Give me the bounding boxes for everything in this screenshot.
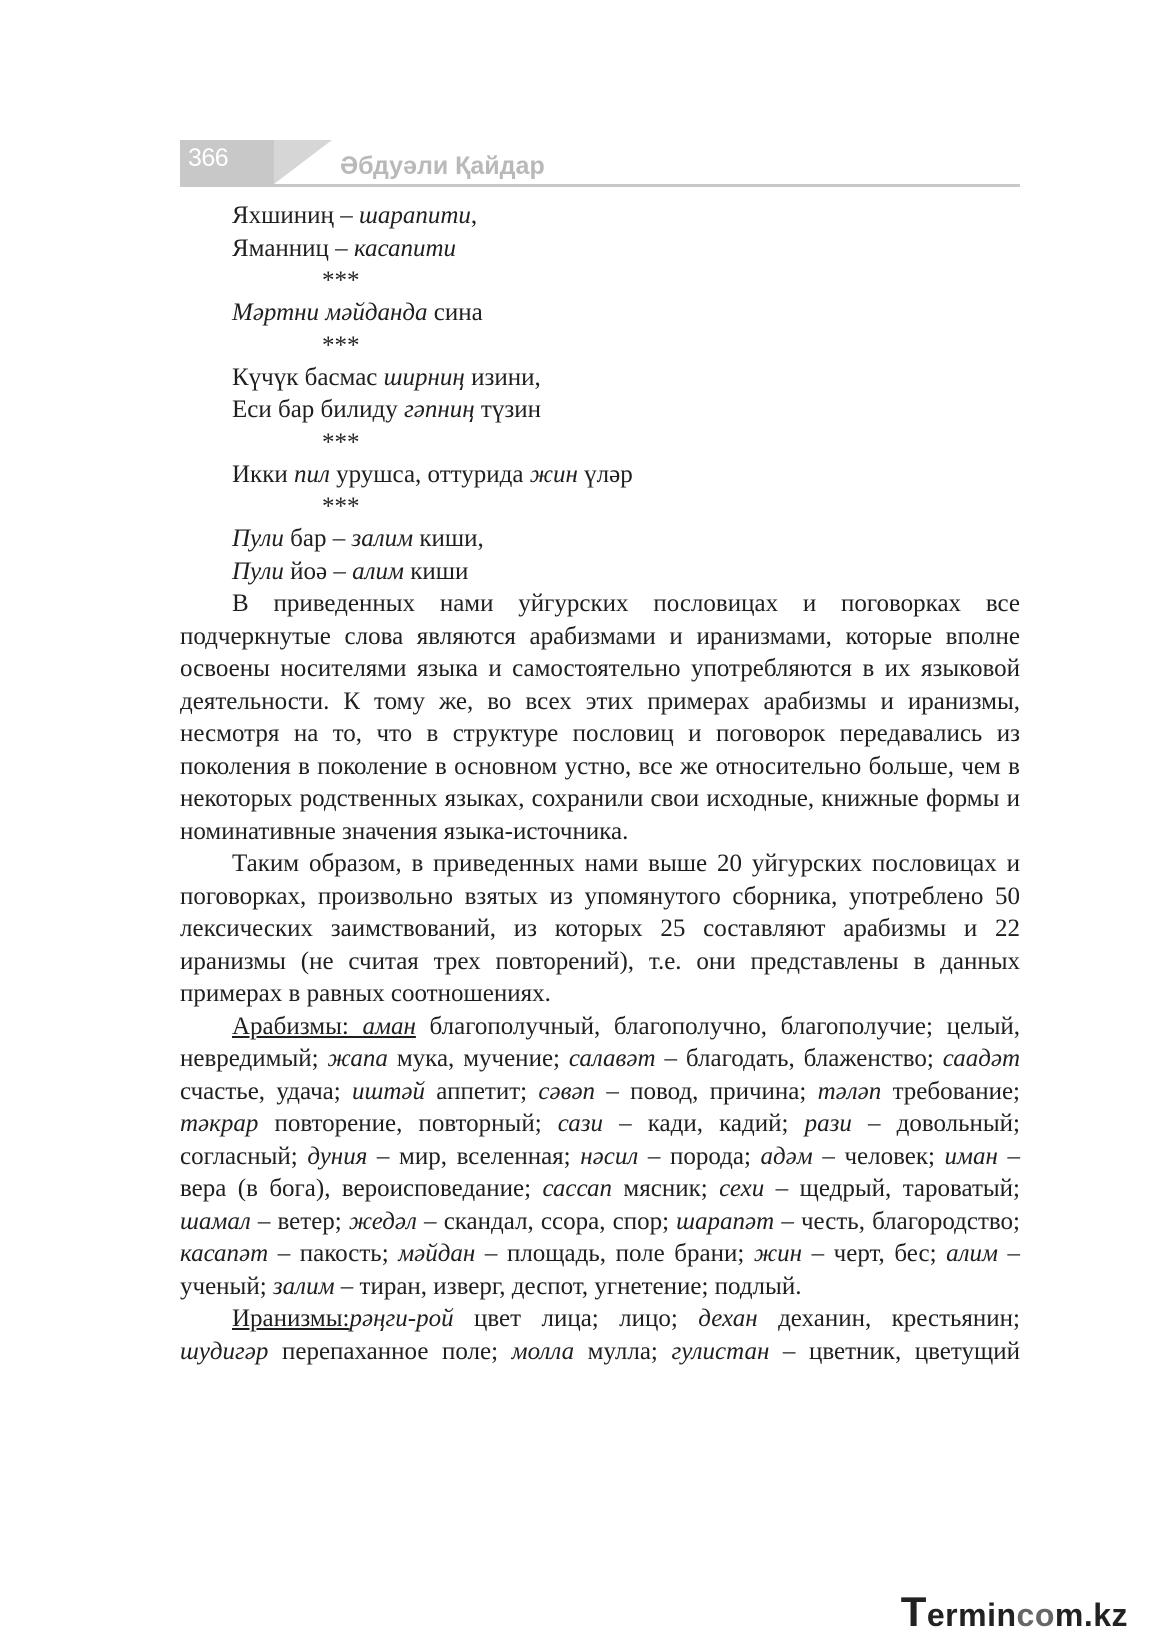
paragraph-text: – цветник, цветущий (769, 1337, 1021, 1365)
paragraph-text: – вера (в бога), вероисповедание; (180, 1142, 1021, 1202)
paragraph-text: – довольный; согласный; (180, 1110, 1021, 1170)
paragraph-text: – щедрый, тароватый; (764, 1175, 1020, 1202)
site-watermark-logo: Termincom.kz (900, 1588, 1128, 1635)
term-word: рәңги-рой (349, 1305, 454, 1332)
paragraph-text: благополучный, благополучно, благополучие; целый, невредимый; (180, 1012, 1020, 1072)
body-paragraph: Таким образом, в приведенных нами выше 20 уйгурских пословицах и поговорках, произвольно взятых из упомянутого сборника, употреблено 50 лексических заимствований, из которых 25 составляют арабизмы и 22 иранизмы (не считая трех повторений), т.е. они представлены в данных примерах в равных соотношениях. (180, 850, 1020, 1007)
paragraph-text: – мир, вселенная; (367, 1142, 581, 1170)
term-word: касапәт (180, 1240, 269, 1267)
body-paragraph (180, 1303, 1020, 1368)
term-word: алим (946, 1240, 998, 1267)
paragraph-text: – повод, причина; (595, 1077, 818, 1105)
paragraph-text: – честь, благородство; (774, 1207, 1020, 1235)
paragraph-text: мулла; (574, 1337, 672, 1365)
running-head-author: Әбдуәли Қайдар (340, 152, 545, 180)
term-word: сассап (542, 1175, 612, 1202)
page-body (180, 200, 1020, 1368)
section-separator: *** (322, 493, 360, 520)
term-word: сехи (719, 1175, 765, 1202)
term-word: нәсил (580, 1142, 639, 1170)
term-word: шамал (180, 1207, 251, 1235)
term-word: иштәй (351, 1077, 426, 1105)
paragraph-text: – площадь, поле брани; (475, 1240, 754, 1267)
term-word: гулистан (671, 1337, 770, 1365)
section-separator: *** (322, 428, 360, 456)
verse-line: Еси бар билиду гәпниң түзин (232, 396, 541, 423)
term-word: мәйдан (398, 1240, 476, 1267)
page-number-tab-wedge (274, 140, 332, 184)
paragraph-text: повторение, повторный; (258, 1110, 558, 1137)
verse-line: Мәртни мәйданда сина (232, 299, 483, 326)
paragraph-text: счастье, удача; (180, 1077, 352, 1105)
verse-line: Күчүк басмас ширниң изини, (232, 363, 541, 391)
term-word: жин (753, 1240, 803, 1267)
paragraph-text: мука, мучение; (387, 1045, 569, 1072)
paragraph-text: деханин, крестьянин; (757, 1305, 1020, 1332)
page-header (180, 140, 1020, 190)
body-paragraph: В приведенных нами уйгурских пословицах и поговорках все подчеркнутые слова являются арабизмами и иранизмами, которые вполне освоены носителями языка и самостоятельно употребляются в их языковой деятельности. К тому же, во всех этих примерах арабизмы и иранизмы, несмотря на то, что в структуре пословиц и поговорок передавались из поколения в поколение в основном устно, все же относительно больше, чем в некоторых родственных языках, сохранили свои исходные, книжные формы и номинативные значения языка-источника. (180, 590, 1020, 845)
term-word: тәләп (817, 1077, 882, 1105)
paragraph-text: – черт, бес; (802, 1240, 947, 1267)
paragraph-text: – кади, кадий; (603, 1110, 805, 1137)
verse-line: Яхшиниң – шарапити, (232, 202, 478, 229)
term-word: иман (944, 1142, 998, 1170)
term-word: залим (272, 1272, 335, 1300)
term-word: шарапәт (676, 1207, 775, 1235)
body-paragraph (180, 1011, 1020, 1304)
paragraph-text: требование; (881, 1077, 1020, 1105)
paragraph-text: цвет лица; лицо; (453, 1305, 699, 1332)
term-word: Арабизмы: (232, 1012, 363, 1040)
term-word: дехан (698, 1305, 758, 1332)
term-word: шудигәр (180, 1337, 269, 1365)
paragraph-text: – человек; (812, 1142, 945, 1170)
paragraph-text: – ученый; (180, 1240, 1021, 1300)
verse-line: Пули йоә – алим киши (232, 557, 469, 585)
term-word: аман (362, 1012, 416, 1040)
paragraph-text: аппетит; (425, 1077, 539, 1105)
verse-line: Яманниц – касапити (232, 234, 457, 262)
term-word: молла (511, 1337, 575, 1365)
term-word: сази (557, 1110, 603, 1137)
term-word: адәм (760, 1142, 813, 1170)
term-word: салавәт (568, 1045, 656, 1072)
section-separator: *** (322, 331, 360, 359)
page-number: 366 (188, 144, 229, 172)
section-separator: *** (322, 267, 360, 294)
term-word: рази (804, 1110, 852, 1137)
term-word: Иранизмы: (232, 1305, 350, 1332)
term-word: саадәт (942, 1045, 1020, 1072)
paragraph-text: – скандал, ссора, спор; (416, 1207, 677, 1235)
paragraph-text: – пакость; (268, 1240, 399, 1267)
verse-line: Икки пил урушса, оттурида жин үләр (232, 460, 633, 488)
paragraph-text: – тиран, изверг, деспот, угнетение; подлый. (334, 1272, 802, 1300)
term-word: жедәл (348, 1207, 417, 1235)
term-word: жапа (327, 1045, 388, 1072)
term-word: сәвәп (538, 1077, 596, 1105)
paragraph-text: – благодать, блаженство; (655, 1045, 943, 1072)
term-word: дуния (307, 1142, 368, 1170)
paragraph-text: – ветер; (250, 1207, 349, 1235)
paragraph-text: мясник; (611, 1175, 720, 1202)
term-word: тәкрар (180, 1110, 259, 1137)
paragraph-text: – порода; (638, 1142, 761, 1170)
header-rule (180, 184, 1020, 187)
paragraph-text: перепаханное поле; (268, 1337, 512, 1365)
verse-line: Пули бар – залим киши, (232, 525, 484, 552)
